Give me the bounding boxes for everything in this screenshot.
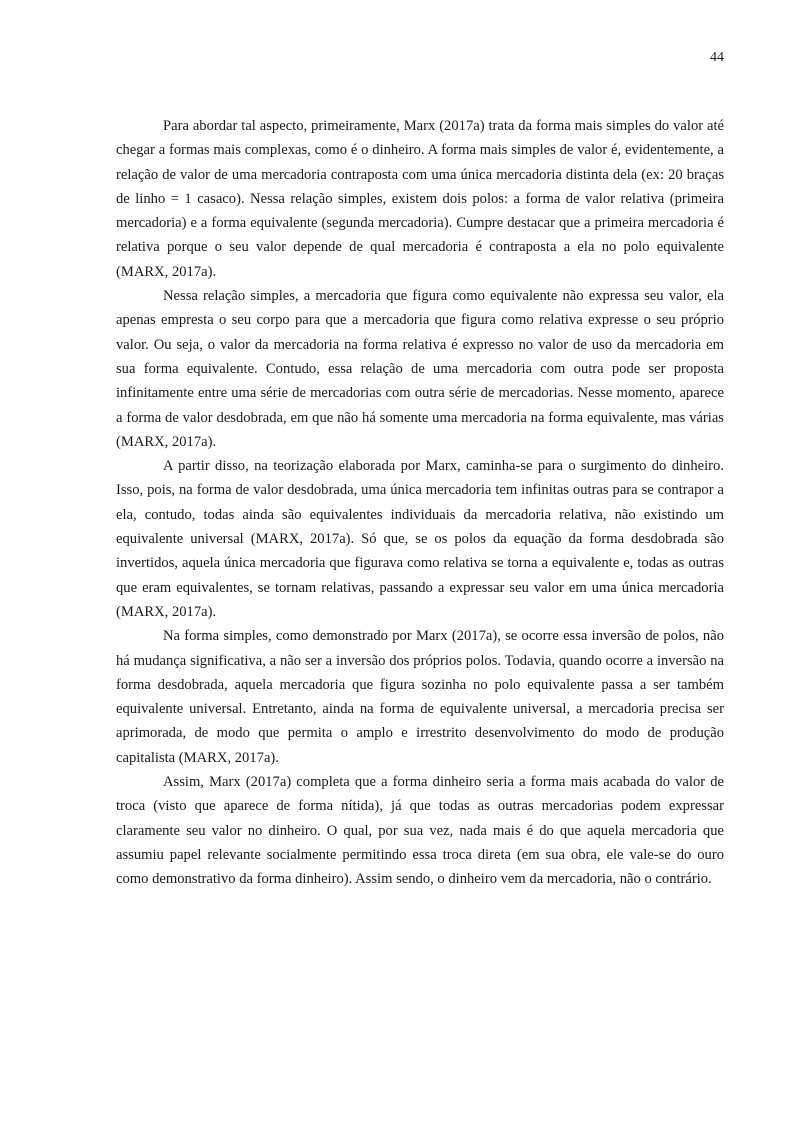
paragraph-5: Assim, Marx (2017a) completa que a forma dinheiro seria a forma mais acabada do valor de troca (visto que aparece de forma nítida), já que todas as outras mercadorias podem expressar claramente seu valor no dinheiro. O qual, por sua vez, nada mais é do que aquela mercadoria que assumiu papel relevante socialmente permitindo essa troca direta (em sua obra, ele vale-se do ouro como demonstrativo da forma dinheiro). Assim sendo, o dinheiro vem da mercadoria, não o contrário. bbox=[116, 774, 724, 888]
paragraph-2: Nessa relação simples, a mercadoria que figura como equivalente não expressa seu valor, ela apenas empresta o seu corpo para que a mercadoria que figura como relativa expresse o seu próprio valor. Ou seja, o valor da mercadoria na forma relativa é expresso no valor de uso da mercadoria em sua forma equivalente. Contudo, essa relação de uma mercadoria com outra pode ser proposta infinitamente entre uma série de mercadorias com outra série de mercadorias. Nesse momento, aparece a forma de valor desdobrada, em que não há somente uma mercadoria na forma equivalente, mas várias (MARX, 2017a). bbox=[116, 288, 724, 450]
paragraph-3: A partir disso, na teorização elaborada por Marx, caminha-se para o surgimento do dinheiro. Isso, pois, na forma de valor desdobrada, uma única mercadoria tem infinitas outras para se contrapor a ela, contudo, todas ainda são equivalentes individuais da mercadoria relativa, não existindo um equivalente universal (MARX, 2017a). Só que, se os polos da equação da forma desdobrada são invertidos, aquela única mercadoria que figurava como relativa se torna a equivalente e, todas as outras que eram equivalentes, se tornam relativas, passando a expressar seu valor em uma única mercadoria (MARX, 2017a). bbox=[116, 458, 724, 620]
body-text bbox=[116, 114, 724, 892]
page-number: 44 bbox=[710, 50, 724, 65]
paragraph-1: Para abordar tal aspecto, primeiramente, Marx (2017a) trata da forma mais simples do valor até chegar a formas mais complexas, como é o dinheiro. A forma mais simples de valor é, evidentemente, a relação de valor de uma mercadoria contraposta com uma única mercadoria distinta dela (ex: 20 braças de linho = 1 casaco). Nessa relação simples, existem dois polos: a forma de valor relativa (primeira mercadoria) e a forma equivalente (segunda mercadoria). Cumpre destacar que a primeira mercadoria é relativa porque o seu valor depende de qual mercadoria é contraposta a ela no polo equivalente (MARX, 2017a). bbox=[116, 118, 724, 280]
paragraph-4: Na forma simples, como demonstrado por Marx (2017a), se ocorre essa inversão de polos, não há mudança significativa, a não ser a inversão dos próprios polos. Todavia, quando ocorre a inversão na forma desdobrada, aquela mercadoria que figura sozinha no polo equivalente passa a ser também equivalente universal. Entretanto, ainda na forma de equivalente universal, a mercadoria precisa ser aprimorada, de modo que permita o amplo e irrestrito desenvolvimento do modo de produção capitalista (MARX, 2017a). bbox=[116, 628, 724, 766]
